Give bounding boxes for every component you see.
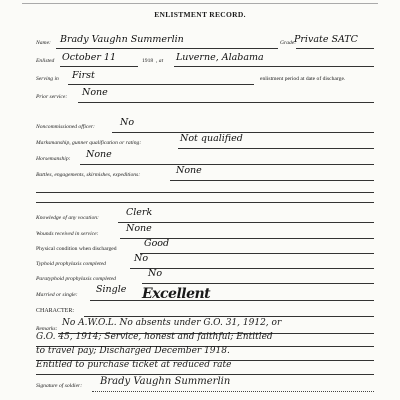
blank-rule-2 — [36, 202, 374, 203]
physical-label: Physical condition when discharged — [36, 246, 117, 252]
name-row — [36, 40, 51, 46]
prior-value: None — [82, 87, 108, 98]
character-label: CHARACTER: — [36, 308, 75, 314]
paratyphoid-row — [36, 276, 116, 282]
prior-label: Prior service: — [36, 94, 68, 100]
name-value: Brady Vaughn Summerlin — [60, 34, 184, 45]
married-row — [36, 292, 78, 298]
remarks-line-3: to travel pay; Discharged December 1918. — [36, 346, 230, 356]
horsemanship-value: None — [86, 149, 112, 160]
signature-underline — [92, 391, 374, 392]
nco-value: No — [120, 117, 135, 128]
place-underline — [174, 66, 374, 67]
serving-value: First — [72, 70, 95, 81]
battles-row — [36, 172, 140, 178]
knowledge-value: Clerk — [126, 207, 153, 218]
marksmanship-row — [36, 140, 141, 146]
horsemanship-row — [36, 156, 71, 162]
paratyphoid-value: No — [148, 268, 163, 279]
marksmanship-value: Not qualified — [180, 133, 243, 144]
married-value: Single — [96, 284, 127, 295]
grade-value: Private SATC — [294, 34, 358, 45]
knowledge-underline — [118, 222, 374, 223]
serving-underline — [68, 84, 254, 85]
enlisted-place-value: Luverne, Alabama — [176, 52, 264, 63]
marksmanship-label: Marksmanship, gunner qualification or rating: — [36, 140, 142, 146]
married-label: Married or single: — [36, 292, 78, 298]
knowledge-label: Knowledge of any vocation: — [36, 215, 99, 221]
paratyphoid-label: Paratyphoid prophylaxis completed — [36, 276, 116, 282]
typhoid-value: No — [134, 253, 149, 264]
typhoid-underline — [130, 268, 374, 269]
remarks-label: Remarks: — [36, 326, 58, 332]
character-value: Excellent — [142, 286, 211, 302]
enlisted-underline — [60, 66, 138, 67]
nco-label: Noncommissioned officer: — [36, 124, 95, 130]
signature-row — [36, 383, 82, 389]
knowledge-row — [36, 215, 99, 221]
remarks-line-1: No A.W.O.L. No absents under G.O. 31, 1912, or — [62, 318, 282, 328]
nco-underline — [112, 132, 374, 133]
prior-underline — [78, 102, 374, 103]
serving-label: Serving in — [36, 76, 59, 82]
top-rule — [22, 0, 378, 4]
remarks-line-2: G.O. 45, 1914; Service, honest and faithful; Entitled — [36, 332, 273, 342]
prior-row — [36, 94, 67, 100]
horsemanship-underline — [80, 164, 374, 165]
battles-underline — [170, 180, 374, 181]
nco-row — [36, 124, 95, 130]
typhoid-label: Typhoid prophylaxis completed — [36, 261, 106, 267]
wounds-label: Wounds received in service: — [36, 231, 99, 237]
paratyphoid-underline — [142, 283, 374, 284]
name-underline — [56, 48, 278, 49]
grade-label: Grade: — [280, 40, 297, 46]
document-title: ENLISTMENT RECORD. — [154, 10, 246, 19]
enlisted-row — [36, 58, 54, 64]
typhoid-row — [36, 261, 106, 267]
enlisted-year: 1918 — [142, 58, 154, 64]
blank-rule-1 — [36, 192, 374, 193]
physical-value: Good — [144, 238, 170, 249]
physical-underline — [140, 253, 374, 254]
at-label: , at — [156, 58, 164, 64]
enlisted-date-value: October 11 — [62, 52, 116, 63]
character-row — [36, 308, 74, 314]
name-label: Name: — [36, 40, 51, 46]
signature-value: Brady Vaughn Summerlin — [100, 376, 231, 387]
marksmanship-underline — [178, 148, 374, 149]
serving-suffix: enlistment period at date of discharge. — [260, 76, 346, 82]
battles-value: None — [176, 165, 202, 176]
physical-row — [36, 246, 117, 252]
battles-label: Battles, engagements, skirmishes, expeditions: — [36, 172, 141, 178]
grade-underline — [296, 48, 374, 49]
remarks-line-4: Entitled to purchase ticket at reduced rate — [36, 360, 232, 370]
wounds-value: None — [126, 223, 152, 234]
remarks-underline-4 — [36, 374, 374, 375]
serving-row — [36, 76, 59, 82]
horsemanship-label: Horsemanship: — [36, 156, 71, 162]
signature-label: Signature of soldier: — [36, 383, 83, 389]
wounds-row — [36, 231, 99, 237]
character-underline — [84, 316, 374, 317]
enlisted-label: Enlisted — [36, 58, 55, 64]
married-underline — [90, 300, 374, 301]
